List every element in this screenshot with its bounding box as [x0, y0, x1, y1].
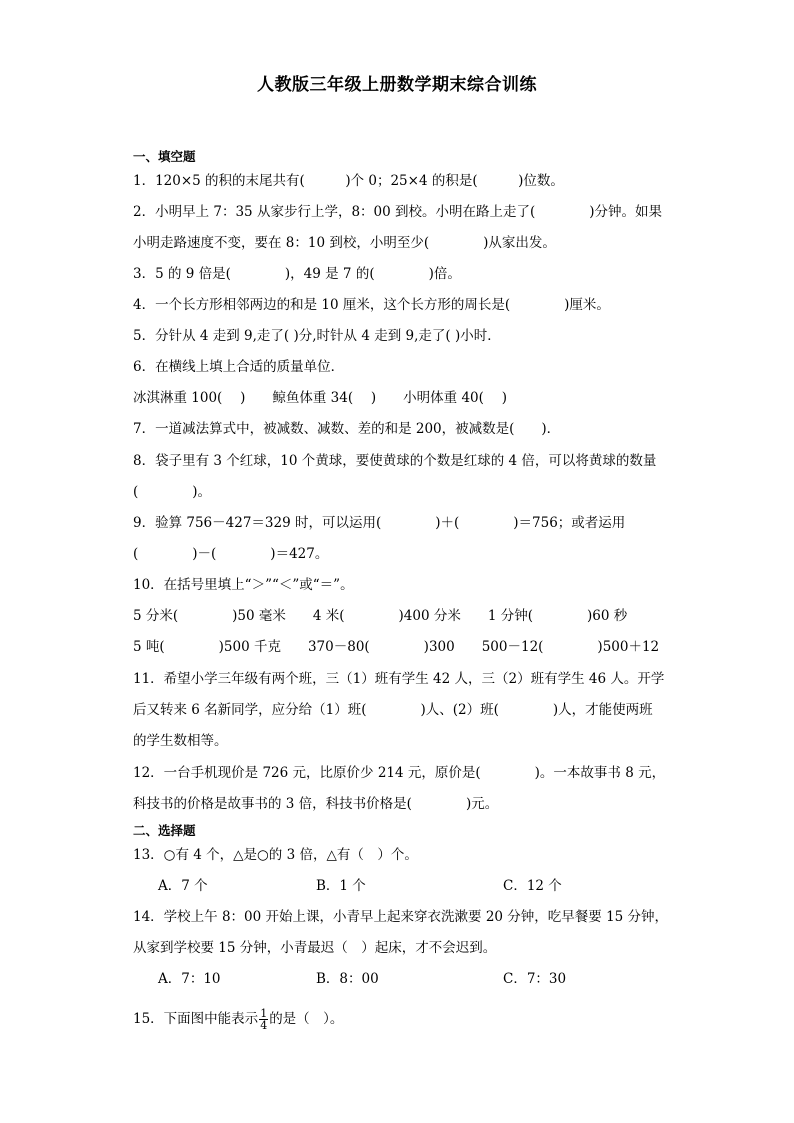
question-8-line-2: ( )。	[133, 484, 212, 500]
question-10-row-2: 5 吨( )500 千克 370－80( )300 500－12( )500＋12	[133, 639, 660, 655]
question-14-line-2: 从家到学校要 15 分钟，小青最迟（ ）起床，才不会迟到。	[133, 940, 497, 956]
question-11-line-3: 的学生数相等。	[133, 733, 228, 749]
question-7: 7．一道减法算式中，被减数、减数、差的和是 200，被减数是( )．	[133, 421, 561, 437]
question-12-line-2: 科技书的价格是故事书的 3 倍，科技书价格是( )元。	[133, 796, 499, 812]
question-9-line-1: 9．验算 756－427＝329 时，可以运用( )＋( )＝756；或者运用	[133, 515, 626, 531]
question-15-prefix: 15．下面图中能表示	[133, 1011, 259, 1027]
question-13: 13．○有 4 个，△是○的 3 倍，△有（ ）个。	[133, 847, 418, 863]
fraction-one-quarter	[259, 1008, 268, 1031]
question-15-suffix: 的是（ ）。	[269, 1011, 344, 1027]
question-14-option-b: B．8：00	[316, 971, 379, 987]
fraction-numerator: 1	[260, 1007, 268, 1020]
question-4: 4．一个长方形相邻两边的和是 10 厘米，这个长方形的周长是( )厘米。	[133, 297, 610, 313]
question-13-option-c: C．12 个	[503, 878, 562, 894]
page-title: 人教版三年级上册数学期末综合训练	[257, 75, 537, 95]
question-8-line-1: 8．袋子里有 3 个红球，10 个黄球，要使黄球的个数是红球的 4 倍，可以将黄球的数量	[133, 453, 657, 469]
question-15	[133, 1008, 343, 1031]
question-6: 6．在横线上填上合适的质量单位．	[133, 359, 345, 375]
question-14-line-1: 14．学校上午 8：00 开始上课，小青早上起来穿衣洗漱要 20 分钟，吃早餐要 15 分钟，	[133, 909, 669, 925]
question-10-row-1: 5 分米( )50 毫米 4 米( )400 分米 1 分钟( )60 秒	[133, 608, 628, 624]
question-6-items: 冰淇淋重 100( ) 鲸鱼体重 34( ) 小明体重 40( )	[133, 390, 507, 406]
section-heading-fill-in: 一、填空题	[133, 149, 196, 164]
question-13-option-b: B．1 个	[316, 878, 366, 894]
question-9-line-2: ( )－( )＝427。	[133, 546, 329, 562]
question-3: 3．5 的 9 倍是( )，49 是 7 的( )倍。	[133, 266, 461, 282]
question-2-line-2: 小明走路速度不变，要在 8：10 到校，小明至少( )从家出发。	[133, 235, 556, 251]
question-11-line-2: 后又转来 6 名新同学，应分给（1）班( )人、(2）班( )人，才能使两班	[133, 702, 653, 718]
question-14-option-a: A．7：10	[158, 971, 221, 987]
question-14-option-c: C．7：30	[503, 971, 567, 987]
question-5: 5．分针从 4 走到 9,走了( )分,时针从 4 走到 9,走了( )小时．	[133, 328, 501, 344]
question-11-line-1: 11．希望小学三年级有两个班，三（1）班有学生 42 人，三（2）班有学生 46 人。开学	[133, 671, 665, 687]
section-heading-choice: 二、选择题	[133, 823, 196, 838]
question-13-option-a: A．7 个	[158, 878, 208, 894]
question-1: 1．120×5 的积的末尾共有( )个 0；25×4 的积是( )位数。	[133, 173, 564, 189]
question-2-line-1: 2．小明早上 7：35 从家步行上学，8：00 到校。小明在路上走了( )分钟。如果	[133, 204, 663, 220]
question-12-line-1: 12．一台手机现价是 726 元，比原价少 214 元，原价是( )。一本故事书 8 元，	[133, 765, 666, 781]
fraction-denominator: 4	[260, 1019, 268, 1032]
question-10: 10．在括号里填上“＞”“＜”或“＝”。	[133, 577, 354, 593]
